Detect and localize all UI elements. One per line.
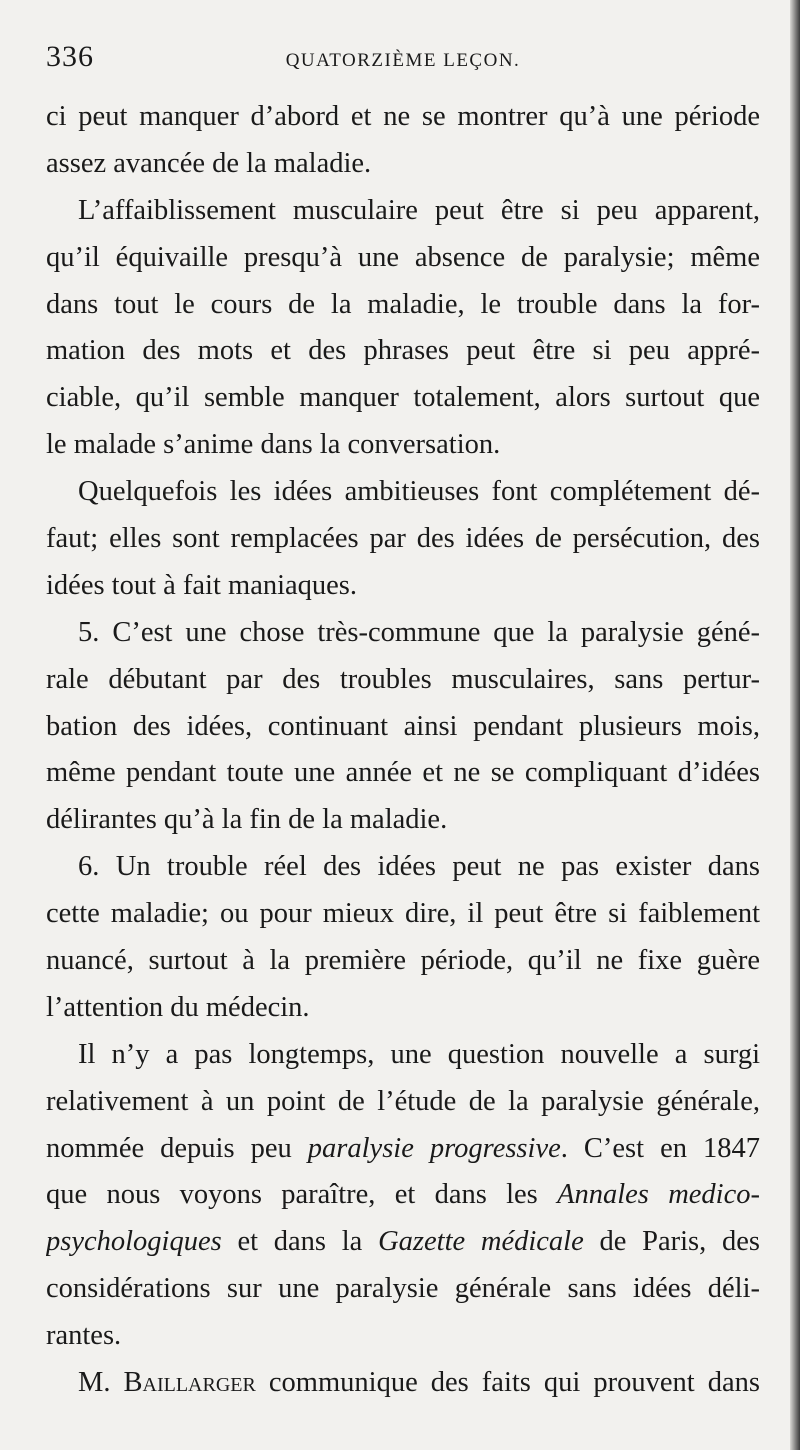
text-line: nuancé, surtout à la première période, qu’il ne fixe guère	[46, 945, 760, 977]
text-lines-block-a	[46, 94, 760, 1126]
text-line: bation des idées, continuant ainsi pendant plusieurs mois,	[46, 710, 760, 742]
text-line: dans tout le cours de la maladie, le trouble dans la for-	[46, 288, 760, 320]
text-line: délirantes qu’à la fin de la maladie.	[46, 804, 448, 836]
italic-journal-title: psychologiques	[46, 1226, 222, 1258]
text-line: nommée depuis peu paralysie progressive. C’est en 1847	[46, 1132, 760, 1164]
body-text	[46, 94, 760, 1407]
text-line: ciable, qu’il semble manquer totalement, alors surtout que	[46, 382, 760, 414]
text-line: Quelquefois les idées ambitieuses font complétement dé-	[78, 476, 760, 508]
text-line: cette maladie; ou pour mieux dire, il peut être si faiblement	[46, 898, 760, 930]
text-line: Il n’y a pas longtemps, une question nouvelle a surgi	[78, 1038, 760, 1070]
page-header	[46, 40, 760, 80]
text-line: l’attention du médecin.	[46, 991, 310, 1023]
text-line: que nous voyons paraître, et dans les Annales medico-	[46, 1179, 760, 1211]
text-line: considérations sur une paralysie générale sans idées déli-	[46, 1273, 760, 1305]
text-line: 6. Un trouble réel des idées peut ne pas exister dans	[78, 851, 760, 883]
text-line: même pendant toute une année et ne se compliquant d’idées	[46, 757, 760, 789]
text-line: mation des mots et des phrases peut être si peu appré-	[46, 335, 760, 367]
text-line: faut; elles sont remplacées par des idées de persécution, des	[46, 523, 760, 555]
text-line: rantes.	[46, 1320, 122, 1352]
text-line: qu’il équivaille presqu’à une absence de paralysie; même	[46, 241, 760, 273]
italic-term: paralysie progressive	[307, 1132, 561, 1164]
text-line: relativement à un point de l’étude de la paralysie générale,	[46, 1085, 760, 1117]
text-line: M. Baillarger communique des faits qui prouvent dans	[78, 1367, 760, 1399]
author-name: Baillarger	[123, 1367, 256, 1399]
running-head: QUATORZIÈME LEÇON.	[285, 50, 521, 71]
text-line: 5. C’est une chose très-commune que la paralysie géné-	[78, 616, 760, 648]
page-edge-shadow	[790, 0, 800, 1450]
text-lines-block-b	[46, 1266, 760, 1360]
italic-journal-title: Gazette médicale	[378, 1226, 584, 1258]
text-line: idées tout à fait maniaques.	[46, 569, 358, 601]
italic-journal-title: Annales medico-	[557, 1179, 760, 1211]
page-number: 336	[46, 40, 94, 73]
text-line: psychologiques et dans la Gazette médicale de Paris, des	[46, 1226, 760, 1258]
text-line: assez avancée de la maladie.	[46, 147, 372, 179]
text-line: le malade s’anime dans la conversation.	[46, 429, 501, 461]
text-line: L’affaiblissement musculaire peut être si peu apparent,	[78, 194, 760, 226]
text-line: rale débutant par des troubles musculaires, sans pertur-	[46, 663, 760, 695]
text-line: ci peut manquer d’abord et ne se montrer qu’à une période	[46, 101, 760, 132]
